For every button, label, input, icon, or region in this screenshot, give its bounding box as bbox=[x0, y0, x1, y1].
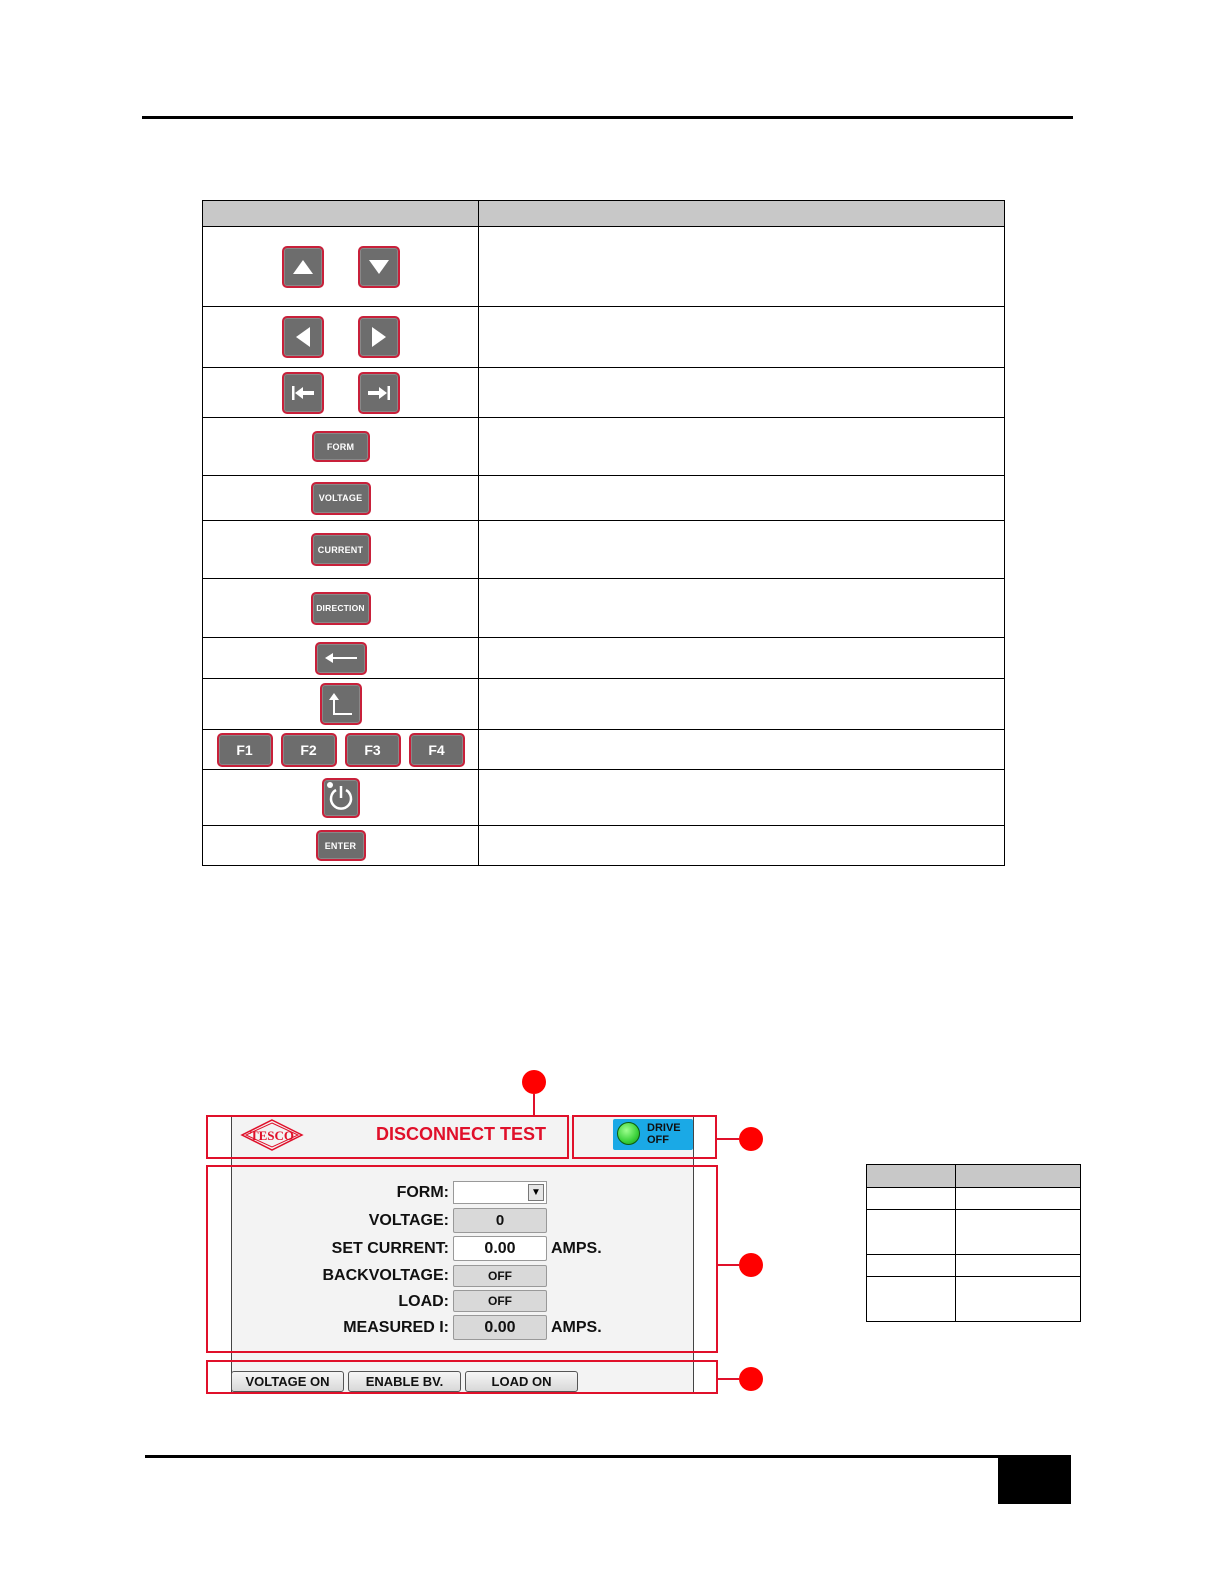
return-key[interactable] bbox=[320, 683, 362, 725]
callout-marker bbox=[522, 1070, 546, 1094]
page-number-box bbox=[998, 1456, 1071, 1504]
table-row bbox=[203, 521, 1005, 579]
backvoltage-label: BACKVOLTAGE: bbox=[322, 1267, 449, 1284]
table-row bbox=[867, 1255, 1081, 1277]
header-rule bbox=[142, 116, 1073, 119]
keypad-table bbox=[202, 200, 1005, 866]
triangle-right-icon bbox=[371, 326, 387, 348]
table-row bbox=[867, 1210, 1081, 1255]
backspace-key[interactable] bbox=[315, 642, 367, 675]
right-arrow-key[interactable] bbox=[358, 316, 400, 358]
indicator-dot-icon bbox=[327, 782, 333, 788]
callout-leader bbox=[533, 1094, 535, 1116]
backvoltage-value: OFF bbox=[453, 1265, 547, 1287]
table-row bbox=[203, 679, 1005, 730]
table-row bbox=[203, 368, 1005, 418]
table-row bbox=[203, 476, 1005, 521]
callout-legend-table bbox=[866, 1164, 1081, 1322]
fields-area-highlight bbox=[206, 1165, 718, 1353]
voltage-value: 0 bbox=[453, 1208, 547, 1233]
drive-status-highlight bbox=[572, 1115, 717, 1159]
f2-key[interactable]: F2 bbox=[281, 733, 337, 767]
triangle-down-icon bbox=[368, 259, 390, 275]
table-row bbox=[203, 307, 1005, 368]
table-row bbox=[867, 1188, 1081, 1210]
left-arrow-key[interactable] bbox=[282, 316, 324, 358]
f1-key[interactable]: F1 bbox=[217, 733, 273, 767]
drive-label: DRIVE bbox=[647, 1122, 681, 1134]
form-label: FORM: bbox=[396, 1184, 449, 1201]
form-key[interactable]: FORM bbox=[312, 431, 370, 462]
table-row bbox=[203, 418, 1005, 476]
enter-key[interactable]: ENTER bbox=[316, 830, 366, 861]
table-row bbox=[203, 227, 1005, 307]
load-label: LOAD: bbox=[398, 1293, 449, 1310]
set-current-unit: AMPS. bbox=[551, 1240, 602, 1257]
callout-marker bbox=[739, 1253, 763, 1277]
set-current-label: SET CURRENT: bbox=[331, 1240, 449, 1257]
measured-i-label: MEASURED I: bbox=[343, 1319, 449, 1336]
triangle-left-icon bbox=[295, 326, 311, 348]
svg-text:TESCO: TESCO bbox=[249, 1128, 295, 1143]
skip-back-key[interactable] bbox=[282, 372, 324, 414]
callout-leader bbox=[717, 1138, 739, 1140]
f4-key[interactable]: F4 bbox=[409, 733, 465, 767]
skip-end-icon bbox=[367, 385, 391, 401]
buttons-area-highlight bbox=[206, 1360, 718, 1394]
load-on-button[interactable]: LOAD ON bbox=[465, 1371, 578, 1392]
screen-title: DISCONNECT TEST bbox=[376, 1124, 547, 1144]
return-arrow-icon bbox=[328, 691, 354, 717]
left-arrow-icon bbox=[324, 652, 358, 664]
down-arrow-key[interactable] bbox=[358, 246, 400, 288]
table-row bbox=[203, 770, 1005, 826]
skip-forward-key[interactable] bbox=[358, 372, 400, 414]
footer-rule bbox=[145, 1455, 1071, 1458]
callout-leader bbox=[717, 1264, 739, 1266]
up-arrow-key[interactable] bbox=[282, 246, 324, 288]
direction-key[interactable]: DIRECTION bbox=[311, 592, 371, 625]
title-bar-highlight bbox=[206, 1115, 569, 1159]
measured-i-value: 0.00 bbox=[453, 1315, 547, 1340]
skip-start-icon bbox=[291, 385, 315, 401]
callout-leader bbox=[717, 1378, 739, 1380]
enable-bv-button[interactable]: ENABLE BV. bbox=[348, 1371, 461, 1392]
chevron-down-icon[interactable]: ▼ bbox=[528, 1184, 544, 1201]
callout-marker bbox=[739, 1127, 763, 1151]
measured-i-unit: AMPS. bbox=[551, 1319, 602, 1336]
power-icon bbox=[327, 784, 355, 812]
triangle-up-icon bbox=[292, 259, 314, 275]
power-key[interactable] bbox=[322, 778, 360, 818]
table-row bbox=[203, 638, 1005, 679]
current-key[interactable]: CURRENT bbox=[311, 533, 371, 566]
table-header-row bbox=[867, 1165, 1081, 1188]
set-current-input[interactable]: 0.00 bbox=[453, 1236, 547, 1261]
voltage-key[interactable]: VOLTAGE bbox=[311, 482, 371, 515]
table-row bbox=[203, 579, 1005, 638]
f3-key[interactable]: F3 bbox=[345, 733, 401, 767]
voltage-on-button[interactable]: VOLTAGE ON bbox=[231, 1371, 344, 1392]
table-header-row bbox=[203, 201, 1005, 227]
load-value: OFF bbox=[453, 1290, 547, 1312]
table-row bbox=[203, 730, 1005, 770]
table-row bbox=[203, 826, 1005, 866]
voltage-label: VOLTAGE: bbox=[368, 1212, 449, 1229]
callout-marker bbox=[739, 1367, 763, 1391]
drive-state: OFF bbox=[647, 1134, 669, 1146]
table-row bbox=[867, 1277, 1081, 1322]
